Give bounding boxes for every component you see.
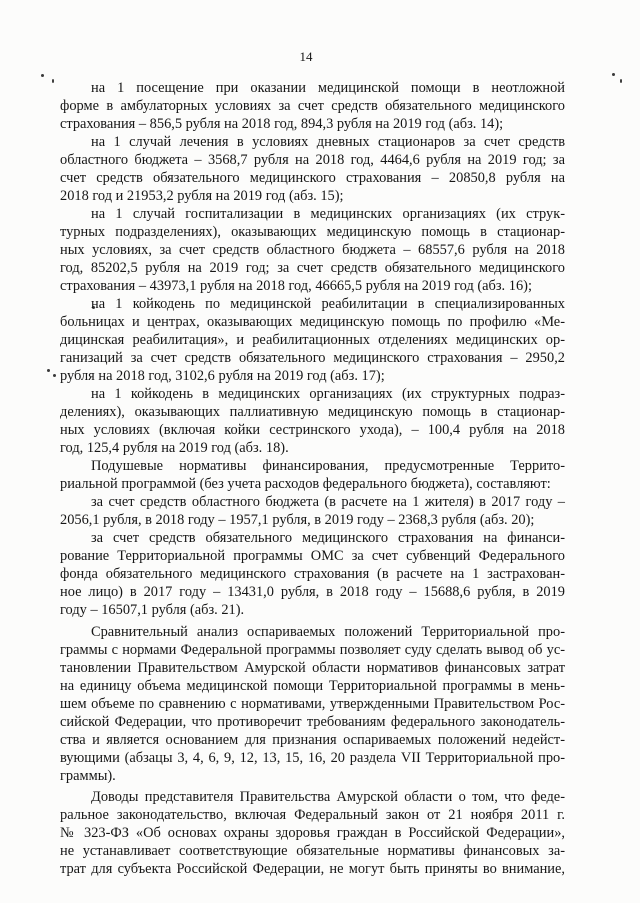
text-line: больницах и центрах, оказывающих медицинскую помощь по профилю «Ме- xyxy=(60,314,565,330)
text-line: 2018 год и 21953,2 рубля на 2019 год (абз. 15); xyxy=(60,188,344,204)
page-number: 14 xyxy=(299,49,313,64)
text-line: Подушевые нормативы финансирования, предусмотренные Террито- xyxy=(91,458,565,474)
paragraph xyxy=(60,529,565,619)
text-line: трат для субъекта Российской Федерации, не могут быть приняты во внимание, xyxy=(60,861,565,877)
paragraph xyxy=(60,385,565,457)
scan-speck xyxy=(620,79,622,83)
text-line: за счет средств обязательного медицинского страхования на финанси- xyxy=(91,530,565,546)
text-line: граммы с нормами Федеральной программы позволяет суду сделать вывод об ус- xyxy=(60,642,565,658)
text-line: рубля на 2018 год, 3102,6 рубля на 2019 год (абз. 17); xyxy=(60,368,385,384)
scan-speck xyxy=(612,73,615,76)
text-line: ное лицо) в 2017 году – 13431,0 рубля, в 2018 году – 15688,6 рубля, в 2019 xyxy=(60,584,565,600)
text-line: ганизаций за счет средств обязательного медицинского страхования – 2950,2 xyxy=(60,350,565,366)
text-line: № 323-ФЗ «Об основах охраны здоровья граждан в Российской Федерации», xyxy=(60,825,565,841)
text-line: год, 85202,5 рубля на 2019 год; за счет средств обязательного медицинского xyxy=(60,260,565,276)
text-line: рование Территориальной программы ОМС за счет субвенций Федерального xyxy=(60,548,565,564)
text-line: фонда обязательного медицинского страхования (в расчете на 1 застрахован- xyxy=(60,566,565,582)
paragraph xyxy=(60,133,565,205)
text-line: страхования – 856,5 рубля на 2018 год, 894,3 рубля на 2019 год (абз. 14); xyxy=(60,116,504,132)
text-line: год, 125,4 рубля на 2019 год (абз. 18). xyxy=(60,440,289,456)
body-text xyxy=(60,79,565,878)
paragraph xyxy=(60,788,565,878)
text-line: на 1 койкодень в медицинских организациях (их структурных подраз- xyxy=(91,386,565,402)
text-line: на единицу объема медицинской помощи Территориальной программы в мень- xyxy=(60,678,565,694)
paragraph xyxy=(60,457,565,493)
text-line: счет средств обязательного медицинского страхования – 20850,8 рубля на xyxy=(60,170,565,186)
text-line: на 1 койкодень по медицинской реабилитации в специализированных xyxy=(91,296,565,312)
text-line: Сравнительный анализ оспариваемых положений Территориальной про- xyxy=(91,624,565,640)
text-line: турных подразделениях), оказывающих медицинскую помощь в стационар- xyxy=(60,224,565,240)
text-line: ных условиях, за счет средств областного бюджета – 68557,6 рубля на 2018 xyxy=(60,242,565,258)
text-line: тановлении Правительством Амурской области нормативов финансовых затрат xyxy=(60,660,565,676)
text-line: граммы). xyxy=(60,768,116,784)
text-line: дицинская реабилитация», и реабилитационных отделениях медицинских ор- xyxy=(60,332,565,348)
text-line: вующими (абзацы 3, 4, 6, 9, 12, 13, 15, 16, 20 раздела VII Территориальной про- xyxy=(60,750,565,766)
text-line: 2056,1 рубля, в 2018 году – 1957,1 рубля, в 2019 году – 2368,3 рубля (абз. 20); xyxy=(60,512,535,528)
text-line: ных условиях (включая койки сестринского ухода), – 100,4 рубля на 2018 xyxy=(60,422,565,438)
text-line: сийской Федерации, что противоречит требованиям федерального законодатель- xyxy=(60,714,565,730)
text-line: шем объеме по сравнению с нормативами, утвержденными Правительством Рос- xyxy=(60,696,565,712)
text-line: Доводы представителя Правительства Амурской области о том, что феде- xyxy=(91,789,565,805)
text-line: ральное законодательство, включая Федеральный закон от 21 ноября 2011 г. xyxy=(60,807,565,823)
text-line: страхования – 43973,1 рубля на 2018 год, 46665,5 рубля на 2019 год (абз. 16); xyxy=(60,278,532,294)
scan-speck xyxy=(52,79,54,83)
text-line: риальной программой (без учета расходов федерального бюджета), составляют: xyxy=(60,476,551,492)
text-line: форме в амбулаторных условиях за счет средств обязательного медицинского xyxy=(60,98,565,114)
paragraph xyxy=(60,79,565,133)
text-line: не устанавливает соответствующие обязательные нормативы финансовых за- xyxy=(60,843,565,859)
text-line: областного бюджета – 3568,7 рубля на 2018 год, 4464,6 рубля на 2019 год; за xyxy=(60,152,565,168)
paragraph xyxy=(60,295,565,385)
paragraph xyxy=(60,205,565,295)
text-line: за счет средств областного бюджета (в расчете на 1 жителя) в 2017 году – xyxy=(91,494,565,510)
paragraph xyxy=(60,493,565,529)
paragraph xyxy=(60,623,565,785)
text-line: на 1 случай госпитализации в медицинских организациях (их струк- xyxy=(91,206,565,222)
scan-speck xyxy=(47,369,50,372)
text-line: на 1 посещение при оказании медицинской помощи в неотложной xyxy=(91,80,565,96)
text-line: году – 16507,1 рубля (абз. 21). xyxy=(60,602,245,618)
scan-speck xyxy=(53,374,56,377)
text-line: на 1 случай лечения в условиях дневных стационаров за счет средств xyxy=(91,134,565,150)
text-line: делениях), оказывающих паллиативную медицинскую помощь в стационар- xyxy=(60,404,565,420)
text-line: ства и является основанием для признания оспариваемых положений недейст- xyxy=(60,732,565,748)
scan-speck xyxy=(41,74,44,77)
